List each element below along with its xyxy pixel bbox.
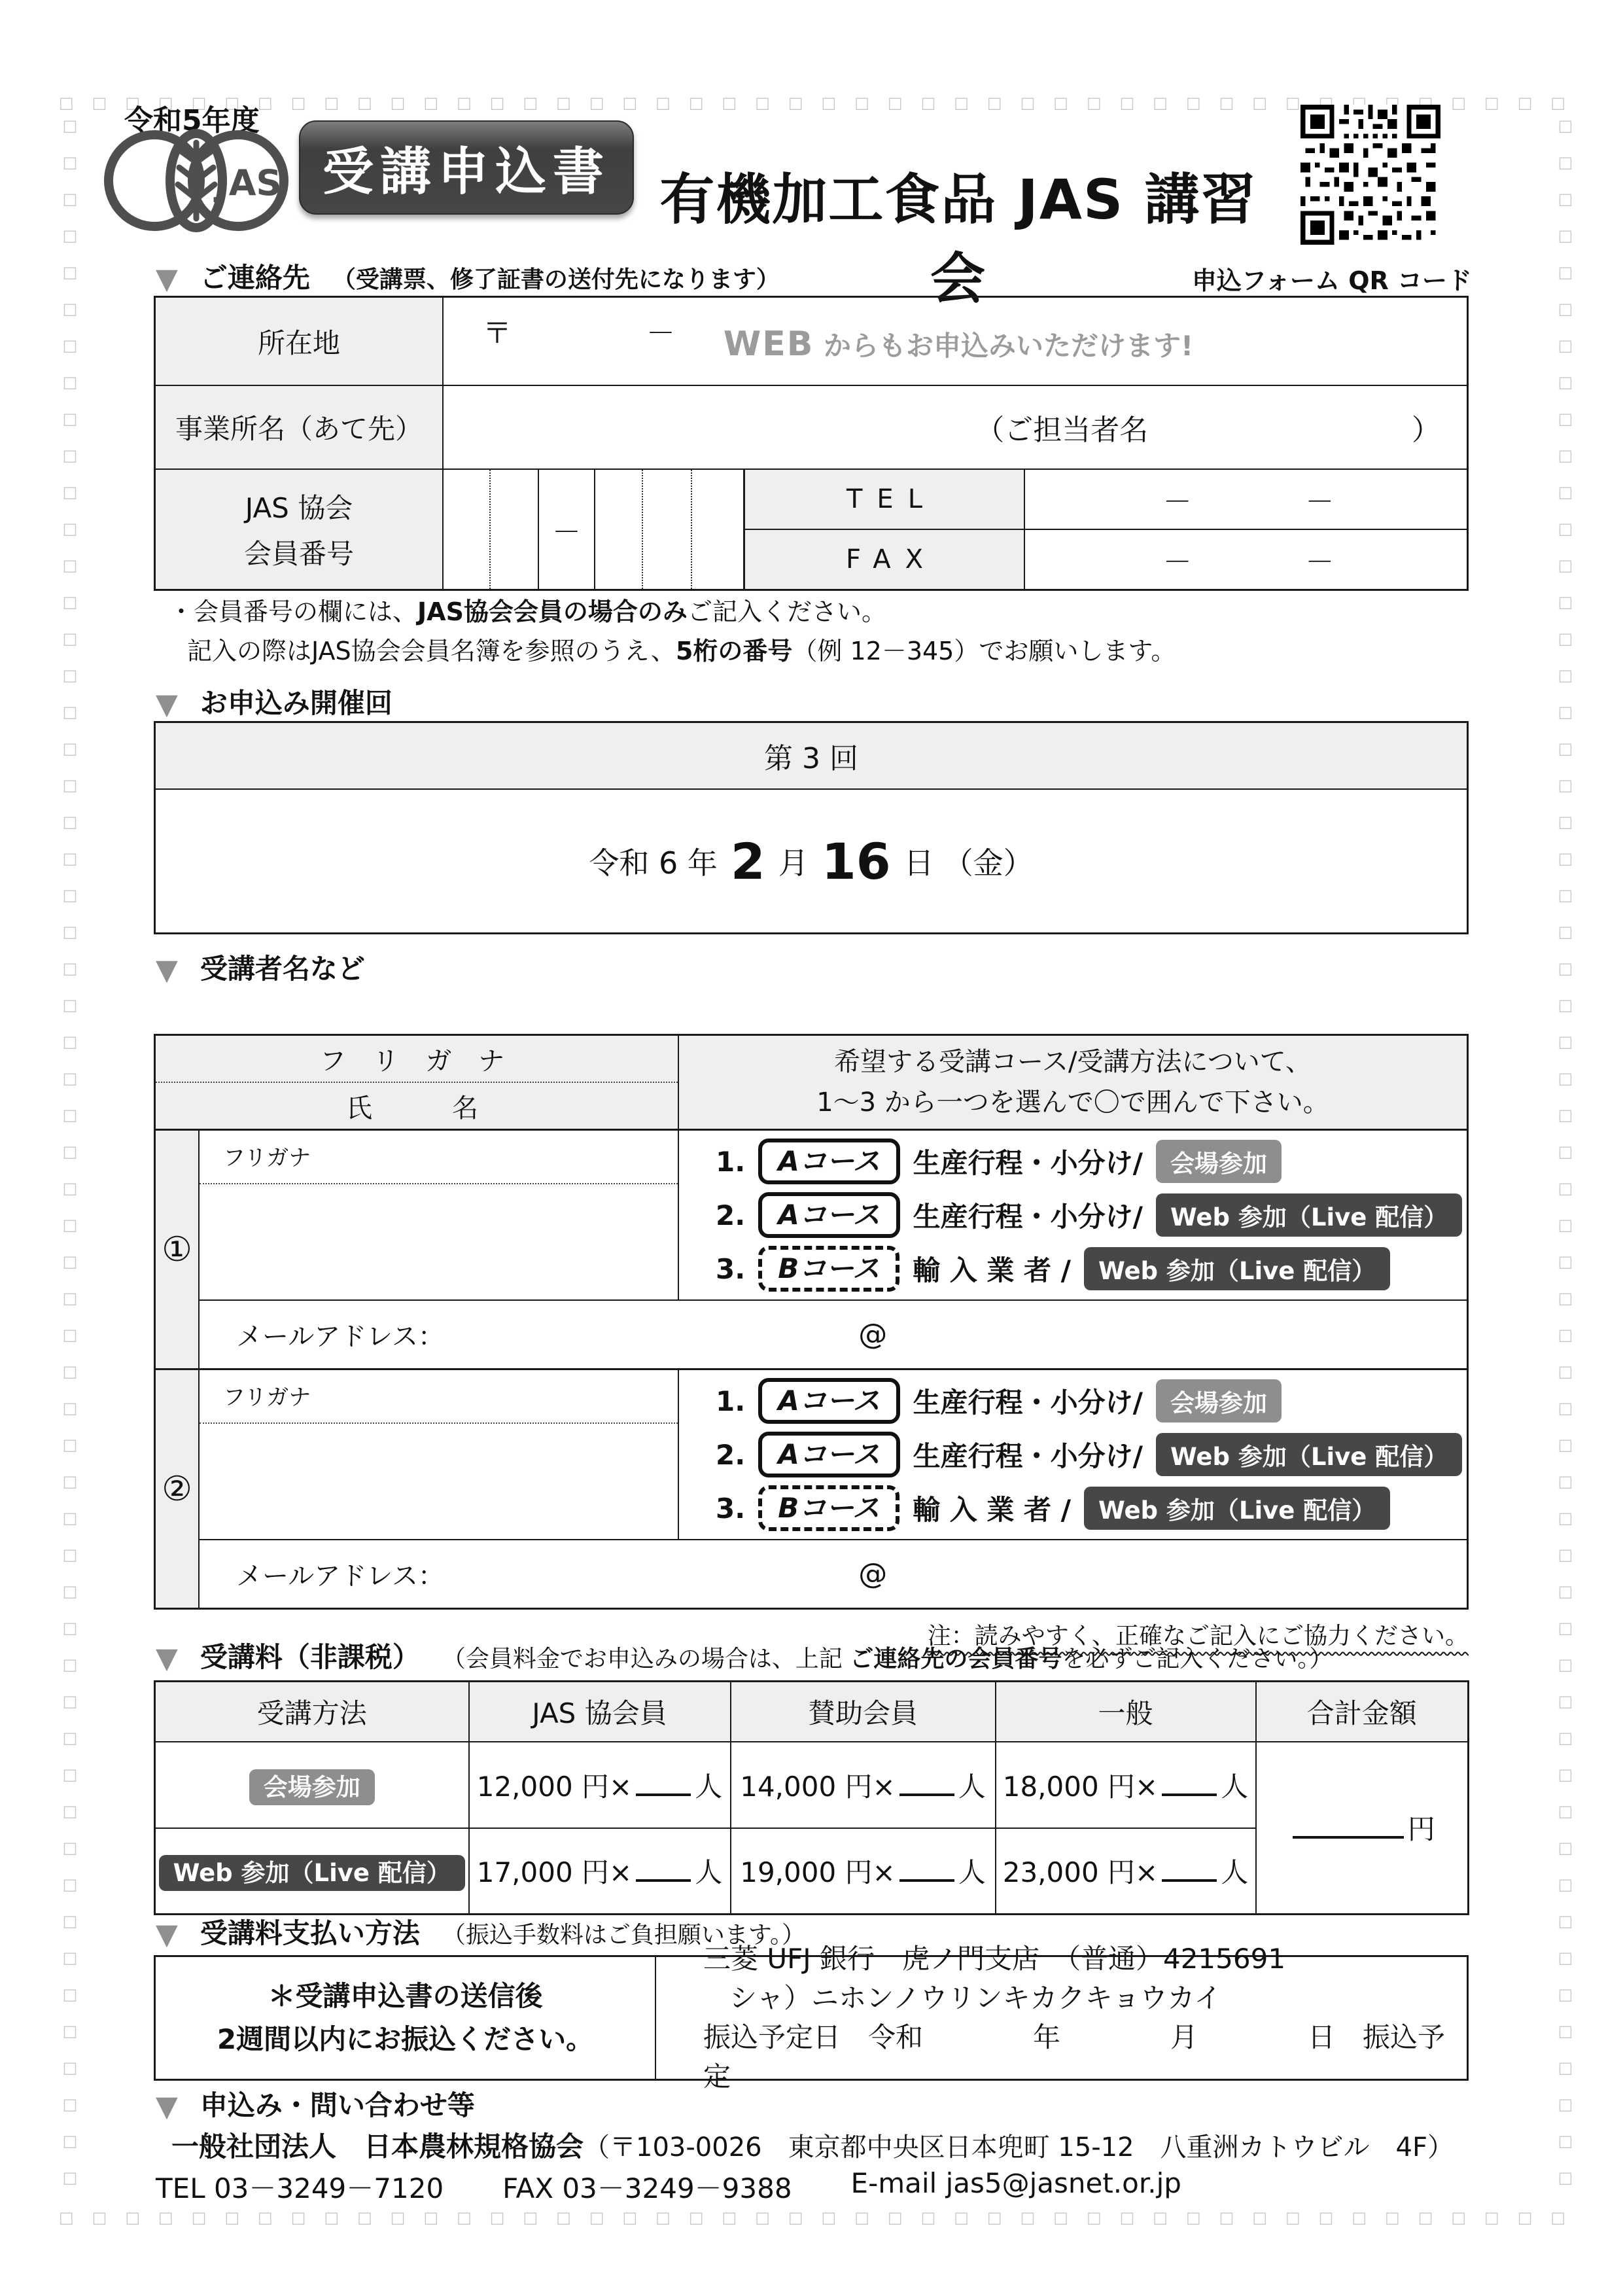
- fax-input-area[interactable]: － －: [1160, 546, 1332, 579]
- member-digit-box-5[interactable]: [692, 470, 741, 589]
- count-blank[interactable]: [899, 1856, 954, 1882]
- participant-number-2: ②: [156, 1370, 200, 1608]
- participant-2-email-row[interactable]: [200, 1540, 1467, 1608]
- footer-tel: TEL 03－3249－7120: [156, 2172, 444, 2204]
- tel-input-area[interactable]: － －: [1160, 486, 1332, 519]
- count-blank[interactable]: [1162, 1770, 1217, 1796]
- web-badge: Web 参加（Live 配信）: [1156, 1433, 1462, 1476]
- participants-section-heading: [156, 947, 365, 987]
- section-triangle-icon: ▼: [156, 1642, 178, 1675]
- course-b-box: Bコース: [758, 1246, 899, 1292]
- web-general-price[interactable]: 23,000 円× 人: [996, 1828, 1256, 1915]
- participant-2-name-input[interactable]: [200, 1424, 678, 1539]
- furigana-label: フリガナ: [200, 1131, 678, 1184]
- fiscal-year: 令和5年度: [124, 104, 260, 137]
- course-option-2[interactable]: 2. Aコース 生産行程・小分け/ Web 参加（Live 配信）: [716, 1192, 1467, 1238]
- col-supporting-member: 賛助会員: [731, 1682, 996, 1742]
- tel-fax-block: [743, 470, 1467, 589]
- participant-row-1: [156, 1131, 1467, 1370]
- contact-heading-text: ご連絡先: [200, 262, 310, 294]
- payment-deadline-cell: ＊受講申込書の送信後 2週間以内にお振込ください。: [156, 1957, 656, 2079]
- email-label: メールアドレス：: [236, 1561, 444, 1591]
- course-column-header: 希望する受講コース/受講方法について、 1～3 から一つを選んで〇で囲んで下さい。: [816, 1047, 1329, 1118]
- svg-text:JAS: JAS: [215, 162, 282, 203]
- participant-1-name-input[interactable]: [200, 1184, 678, 1299]
- course-option-1[interactable]: 1. Aコース 生産行程・小分け/ 会場参加: [716, 1139, 1467, 1184]
- participants-header-row: [156, 1036, 1467, 1131]
- member-number-dash: －: [539, 470, 595, 589]
- name-column-header: フ リ ガ ナ 氏 名: [156, 1036, 679, 1129]
- office-label: 事業所名（あて先）: [156, 386, 444, 468]
- web-badge: Web 参加（Live 配信）: [1084, 1487, 1390, 1530]
- web-badge: Web 参加（Live 配信）: [159, 1855, 465, 1891]
- email-label: メールアドレス：: [236, 1322, 444, 1352]
- location-row: [156, 298, 1467, 386]
- perforation-border-bottom: [59, 2206, 1570, 2229]
- fee-header-row: [155, 1682, 1469, 1742]
- fees-section-heading: [156, 1636, 1333, 1675]
- web-badge: Web 参加（Live 配信）: [1156, 1193, 1462, 1237]
- transfer-date-line[interactable]: 振込予定日 令和 年 月 日 振込予定: [703, 2021, 1446, 2093]
- person-in-charge-close: ）: [1412, 414, 1440, 447]
- location-input-area[interactable]: 〒 －: [483, 317, 679, 350]
- session-section-heading: [156, 682, 393, 721]
- col-general: 一般: [996, 1682, 1256, 1742]
- course-option-2[interactable]: 2. Aコース 生産行程・小分け/ Web 参加（Live 配信）: [716, 1432, 1467, 1477]
- participant-number-1: ①: [156, 1131, 200, 1368]
- organization-address: （〒103-0026 東京都中央区日本兜町 15-12 八重洲カトウビル 4F）: [584, 2132, 1454, 2163]
- email-at-sign: @: [858, 1557, 888, 1591]
- course-b-box: Bコース: [758, 1485, 899, 1531]
- total-amount-cell[interactable]: 円: [1256, 1742, 1469, 1915]
- email-at-sign: @: [858, 1318, 888, 1351]
- venue-fee-row: [155, 1742, 1469, 1828]
- member-digit-box-1[interactable]: [444, 470, 491, 589]
- member-note-1: ・会員番号の欄には、JAS協会会員の場合のみご記入ください。: [169, 597, 886, 626]
- bank-account-line: 三菱 UFJ 銀行 虎ノ門支店 （普通）4215691: [703, 1943, 1286, 1975]
- footer-email[interactable]: E-mail jas5@jasnet.or.jp: [850, 2167, 1181, 2199]
- web-badge: Web 参加（Live 配信）: [1084, 1247, 1390, 1290]
- venue-supporting-price[interactable]: 14,000 円× 人: [731, 1742, 996, 1828]
- footer-fax: FAX 03－3249－9388: [502, 2172, 792, 2204]
- member-digit-box-2[interactable]: [491, 470, 539, 589]
- qr-caption: 申込フォーム QR コード: [1191, 266, 1472, 295]
- tel-label: TEL: [745, 470, 1025, 529]
- payee-line: シャ）ニホンノウリンキカクキョウカイ: [729, 1982, 1222, 2014]
- course-a-box: Aコース: [758, 1139, 899, 1184]
- office-input-area[interactable]: [444, 386, 1467, 468]
- payment-heading-text: 受講料支払い方法: [200, 1917, 420, 1949]
- session-heading-text: お申込み開催回: [200, 687, 393, 719]
- qr-code: [1300, 105, 1440, 245]
- form-badge-label: 受講申込書: [322, 143, 610, 202]
- venue-badge: 会場参加: [1156, 1140, 1282, 1183]
- count-blank[interactable]: [1162, 1856, 1217, 1882]
- section-triangle-icon: ▼: [156, 953, 178, 987]
- course-option-1[interactable]: 1. Aコース 生産行程・小分け/ 会場参加: [716, 1378, 1467, 1424]
- page-title: 有機加工食品 JAS 講習会: [659, 168, 1257, 311]
- contact-section-heading: [156, 256, 780, 296]
- organization-line: [171, 2125, 1454, 2164]
- session-round: 第 3 回: [156, 723, 1467, 790]
- tel-row: [745, 470, 1467, 530]
- organization-name: 一般社団法人 日本農林規格協会: [171, 2130, 584, 2163]
- web-jas-price[interactable]: 17,000 円× 人: [469, 1828, 731, 1915]
- office-row: [156, 386, 1467, 470]
- participant-1-name-cell[interactable]: [200, 1131, 679, 1299]
- section-triangle-icon: ▼: [156, 2090, 178, 2123]
- contact-heading-note: （受講票、修了証書の送付先になります）: [332, 266, 780, 293]
- participants-heading-text: 受講者名など: [200, 953, 365, 985]
- form-title-badge: [299, 120, 634, 215]
- section-triangle-icon: ▼: [156, 1918, 178, 1951]
- col-method: 受講方法: [155, 1682, 469, 1742]
- venue-general-price[interactable]: 18,000 円× 人: [996, 1742, 1256, 1828]
- fees-heading-text: 受講料（非課税）: [200, 1641, 420, 1673]
- jas-organic-logo-icon: [98, 128, 294, 233]
- web-apply-subtitle: WEB からもお申込みいただけます!: [723, 325, 1194, 364]
- course-option-3[interactable]: 3. Bコース 輸 入 業 者 / Web 参加（Live 配信）: [716, 1246, 1467, 1292]
- member-number-row: [156, 470, 1467, 589]
- count-blank[interactable]: [636, 1770, 691, 1796]
- web-supporting-price[interactable]: 19,000 円× 人: [731, 1828, 996, 1915]
- legibility-note: 注：読みやすく、正確なご記入にご協力ください。: [927, 1623, 1469, 1650]
- session-date: 令和 6 年 2 月 16 日 （金）: [589, 832, 1034, 891]
- member-number-boxes: [444, 470, 743, 589]
- count-blank[interactable]: [636, 1856, 691, 1882]
- fees-heading-note: （会員料金でお申込みの場合は、上記 ご連絡先の会員番号を必ずご記入ください。）: [442, 1646, 1333, 1672]
- member-digit-box-3[interactable]: [595, 470, 643, 589]
- participant-2-course-options: [679, 1370, 1467, 1539]
- section-triangle-icon: ▼: [156, 688, 178, 721]
- section-triangle-icon: ▼: [156, 262, 178, 296]
- payment-heading-note: （振込手数料はご負担願います。）: [442, 1922, 805, 1949]
- perforation-border-left: [59, 116, 81, 2197]
- course-a-box: Aコース: [758, 1192, 899, 1238]
- location-label: 所在地: [156, 298, 444, 385]
- inquiry-heading-text: 申込み・問い合わせ等: [200, 2089, 475, 2121]
- course-a-box: Aコース: [758, 1432, 899, 1477]
- member-number-notes: [169, 592, 1176, 671]
- venue-jas-price[interactable]: 12,000 円× 人: [469, 1742, 731, 1828]
- member-number-label: JAS 協会 会員番号: [156, 470, 444, 589]
- fax-label: FAX: [745, 530, 1025, 589]
- inquiry-section-heading: [156, 2084, 475, 2123]
- col-jas-member: JAS 協会員: [469, 1682, 731, 1742]
- payment-bank-cell: [656, 1943, 1467, 2093]
- participant-row-2: [156, 1370, 1467, 1608]
- web-method-cell: [155, 1828, 469, 1915]
- session-table: [154, 721, 1469, 934]
- total-blank[interactable]: [1293, 1812, 1404, 1839]
- venue-badge: 会場参加: [1156, 1379, 1282, 1422]
- venue-badge: 会場参加: [249, 1769, 375, 1805]
- contact-table: [154, 296, 1469, 591]
- course-option-3[interactable]: 3. Bコース 輸 入 業 者 / Web 参加（Live 配信）: [716, 1485, 1467, 1531]
- contact-details-line: [156, 2167, 1181, 2206]
- furigana-label: フリガナ: [200, 1370, 678, 1424]
- participant-1-email-row[interactable]: [200, 1301, 1467, 1368]
- perforation-border-right: [1554, 116, 1577, 2197]
- count-blank[interactable]: [899, 1770, 954, 1796]
- fax-row: [745, 530, 1467, 589]
- fee-table: [154, 1680, 1469, 1915]
- course-a-box: Aコース: [758, 1378, 899, 1424]
- member-digit-box-4[interactable]: [643, 470, 692, 589]
- member-note-2: 記入の際はJAS協会会員名簿を参照のうえ、5桁の番号（例 12－345）でお願いします。: [187, 637, 1176, 665]
- participants-table: [154, 1034, 1469, 1610]
- person-in-charge-label: （ご担当者名: [975, 414, 1149, 447]
- payment-table: [154, 1943, 1469, 2093]
- participant-1-course-options: [679, 1131, 1467, 1299]
- venue-method-cell: [155, 1742, 469, 1828]
- col-total: 合計金額: [1256, 1682, 1469, 1742]
- participant-2-name-cell[interactable]: [200, 1370, 679, 1539]
